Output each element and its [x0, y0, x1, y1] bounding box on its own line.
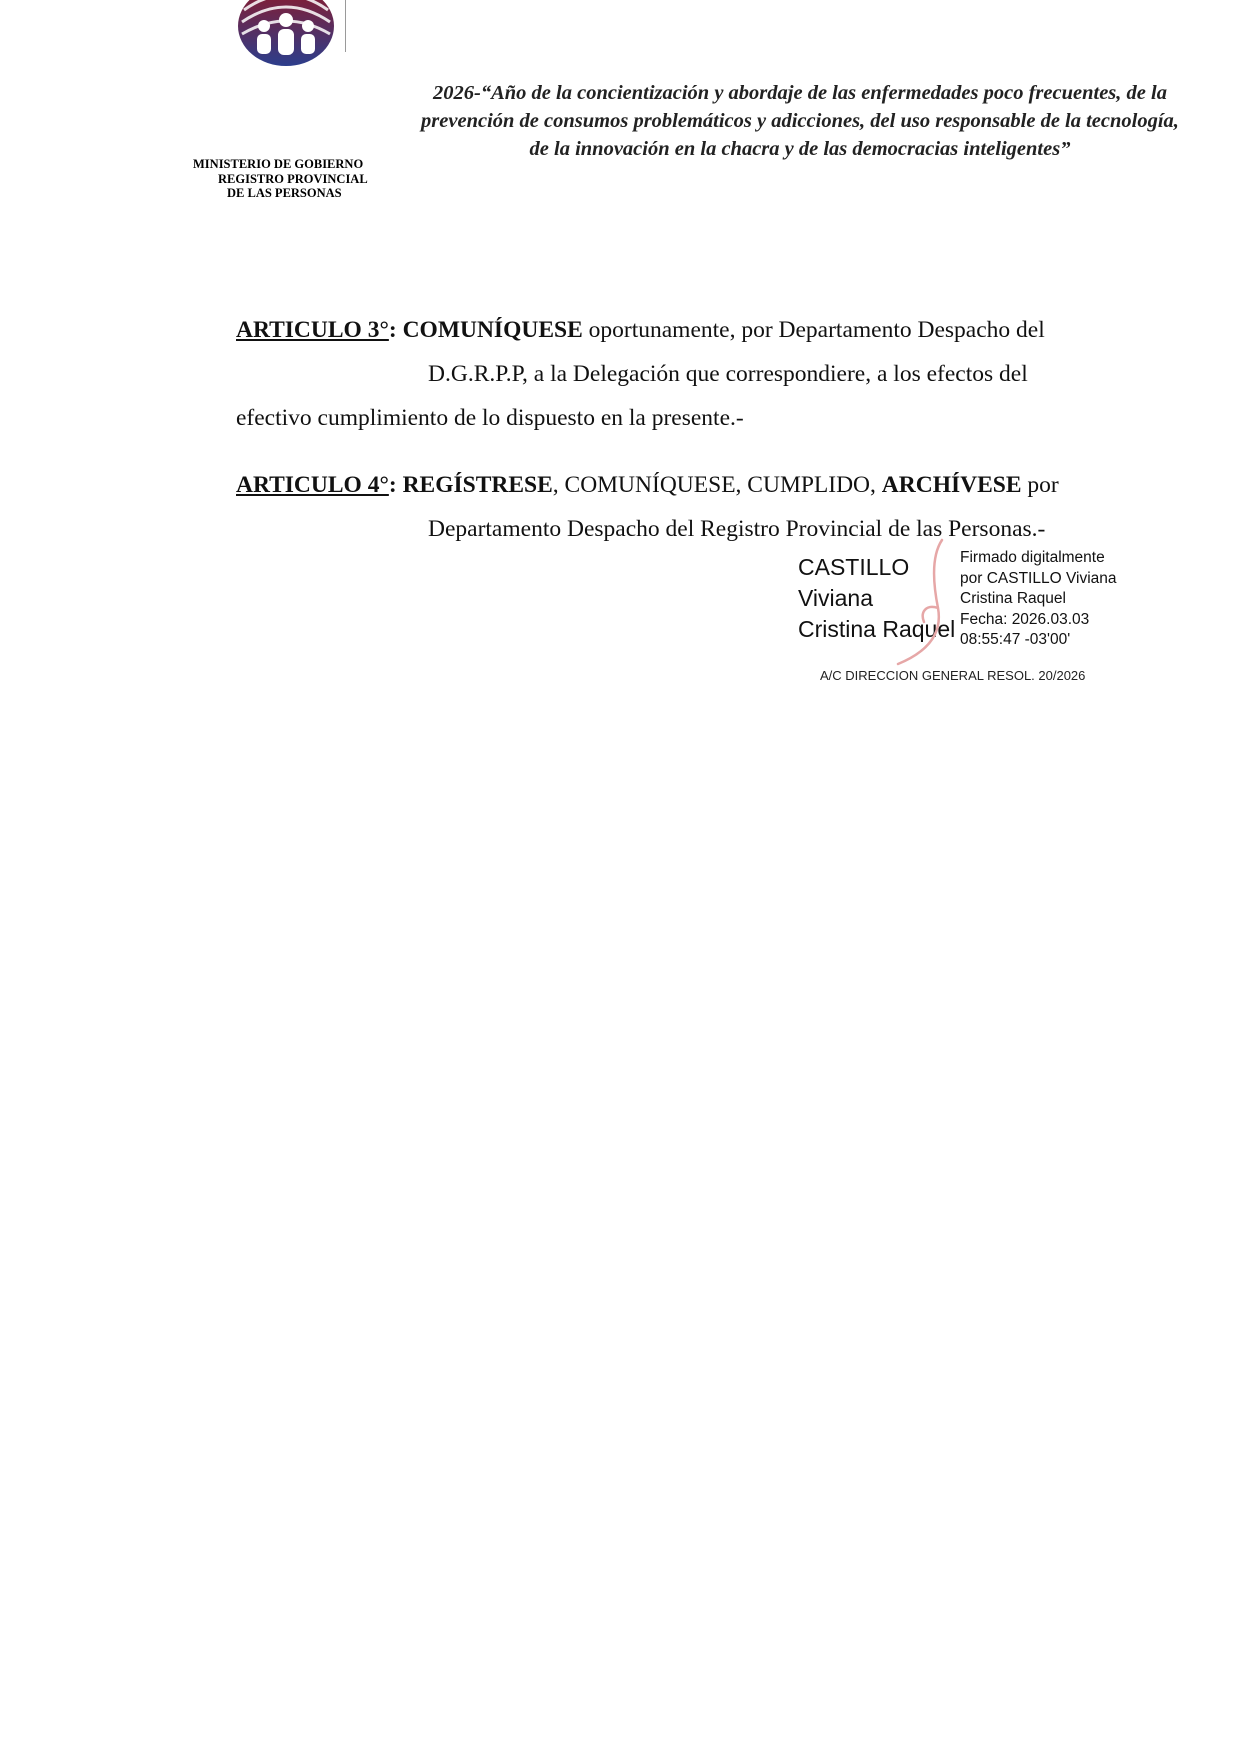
ministry-line-1: MINISTERIO DE GOBIERNO [193, 157, 364, 171]
signature-detail-line-5: 08:55:47 -03'00' [960, 631, 1071, 648]
registry-logo-icon [234, 0, 344, 72]
signature-detail-line-3: Cristina Raquel [960, 590, 1066, 607]
article-3-lead: COMUNÍQUESE [402, 317, 583, 343]
article-3-line-2 [236, 352, 1132, 396]
signer-name-line-3: Cristina Raquel [798, 616, 956, 642]
article-4-label: ARTICULO 4° [236, 472, 389, 498]
signer-role: A/C DIRECCION GENERAL RESOL. 20/2026 [820, 668, 1086, 683]
signature-detail-line-1: Firmado digitalmente [960, 549, 1105, 566]
article-4 [236, 463, 1132, 551]
article-3-line-2-text: D.G.R.P.P, a la Delegación que correspondiere, a los efectos del [428, 361, 1028, 387]
signer-name-line-2: Viviana [798, 585, 874, 611]
article-4-mid: , COMUNÍQUESE, CUMPLIDO, [552, 472, 882, 498]
year-motto: 2026-“Año de la concientización y abordaje de las enfermedades poco frecuentes, de la prevención de consumos problemáticos y adicciones, del uso responsable de la tecnología, de la innovación en la chacra y de las democracias inteligentes” [421, 82, 1179, 160]
article-4-bold2: ARCHÍVESE [881, 472, 1022, 498]
article-4-line-2 [236, 507, 1132, 551]
article-3-colon: : [388, 317, 397, 343]
article-3-paragraph [236, 308, 1132, 352]
article-3 [236, 308, 1132, 440]
signature-detail-line-4: Fecha: 2026.03.03 [960, 610, 1090, 628]
article-4-colon: : [388, 472, 397, 498]
article-4-line-2-text: Departamento Despacho del Registro Provincial de las Personas.- [428, 516, 1046, 542]
signer-name-line-1: CASTILLO [798, 554, 910, 580]
article-4-paragraph [236, 463, 1132, 507]
signature-detail-line-2: por CASTILLO Viviana [960, 569, 1117, 587]
article-4-lead: REGÍSTRESE [402, 472, 553, 498]
article-4-line1-rest: por [1021, 472, 1059, 498]
article-3-label: ARTICULO 3° [236, 317, 389, 343]
ministry-heading [193, 157, 368, 201]
ministry-line-2: REGISTRO PROVINCIAL [218, 171, 368, 186]
signature-details [960, 548, 1117, 651]
ministry-line-3: DE LAS PERSONAS [227, 186, 342, 200]
header-divider [345, 0, 346, 52]
logo-graphic [234, 0, 344, 72]
signature-stroke-icon [880, 538, 960, 666]
article-3-line-3: efectivo cumplimiento de lo dispuesto en la presente.- [236, 405, 744, 431]
signature-stroke-graphic [880, 538, 960, 666]
article-3-line1-rest: oportunamente, por Departamento Despacho del [582, 317, 1045, 343]
